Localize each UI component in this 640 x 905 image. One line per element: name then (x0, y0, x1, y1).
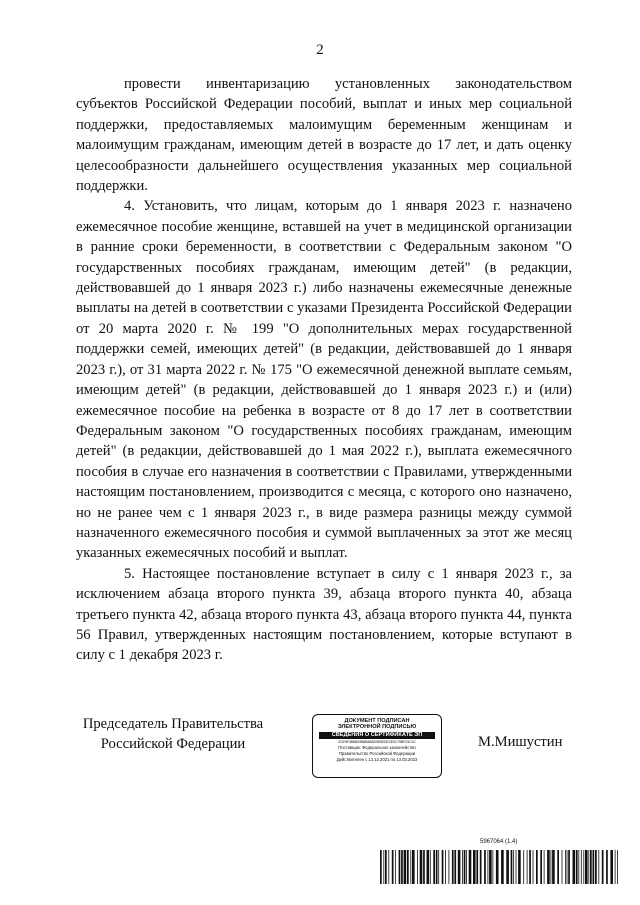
stamp-validity: Действителен с 13.12.2021 по 13.03.2023 (336, 757, 418, 763)
stamp-serial: 2CE9F3B8B39B8B8A5D9E82DE2E01798FC5C1C (338, 739, 416, 744)
paragraph-item-5: 5. Настоящее постановление вступает в силу с 1 января 2023 г., за исключением абзаца второго пункта 39, абзаца второго пункта 40, абзаца третьего пункта 42, абзаца второго пункта 43, абзаца второго пункта 44, пункта 56 Правил, утвержденных настоящим постановлением, которые вступают в силу с 1 декабря 2023 г. (76, 565, 572, 664)
barcode-label: 5967064 (1.4) (480, 839, 518, 845)
stamp-issuer: Поставщик: Федеральное казначейство (338, 745, 416, 751)
stamp-owner: Правительство Российской Федерации (338, 751, 416, 757)
signatory-title-line2: Российской Федерации (100, 736, 246, 752)
signatory-title (78, 714, 268, 754)
barcode (380, 850, 620, 884)
signatory-title-line1: Председатель Правительства (82, 716, 264, 732)
paragraph-item-4: 4. Установить, что лицам, которым до 1 января 2023 г. назначено ежемесячное пособие женщине, вставшей на учет в медицинской организации в ранние сроки беременности, в соответствии с Федеральным законом "О государственных пособиях гражданам, имеющим детей" (в редакции, действовавшей до 1 января 2023 г.) либо назначены ежемесячные денежные выплаты на детей в соответствии с указами Президента Российской Федерации от 20 марта 2020 г. № 199 "О дополнительных мерах государственной поддержки семей, имеющих детей" (в редакции, действовавшей до 1 января 2023 г.), от 31 марта 2022 г. № 175 "О ежемесячной денежной выплате семьям, имеющим детей" (в редакции, действовавшей до 1 января 2023 г.) и (или) ежемесячное пособие на ребенка в возрасте от 8 до 17 лет в соответствии Федеральным законом "О государственных пособиях гражданам, имеющим детей" (в редакции, действовавшей до 1 мая 2022 г.), выплата ежемесячного пособия в случае его назначения в соответствии с Правилами, утвержденными настоящим постановлением, производится с месяца, с которого оно назначено, но не ранее чем с 1 января 2023 г., в виде размера разницы между суммой назначенного ежемесячного пособия и суммой выплаченных за этот же месяц указанных ежемесячных пособий и выплат. (76, 198, 572, 562)
stamp-certificate-bar: СВЕДЕНИЯ О СЕРТИФИКАТЕ ЭП (319, 732, 435, 739)
page-number: 2 (316, 42, 324, 58)
electronic-signature-stamp (312, 714, 442, 778)
document-body (76, 74, 572, 666)
stamp-line2: ЭЛЕКТРОННОЙ ПОДПИСЬЮ (337, 724, 417, 731)
stamp-line1: ДОКУМЕНТ ПОДПИСАН (344, 718, 410, 724)
signatory-name: М.Мишустин (478, 734, 563, 750)
paragraph-continuation: провести инвентаризацию установленных законодательством субъектов Российской Федерации пособий, выплат и иных мер социальной поддержки, предоставляемых малоимущим беременным женщинам и малоимущим гражданам, имеющим детей в возрасте до 17 лет, и дать оценку целесообразности дальнейшего осуществления указанных мер социальной поддержки. (76, 76, 572, 195)
